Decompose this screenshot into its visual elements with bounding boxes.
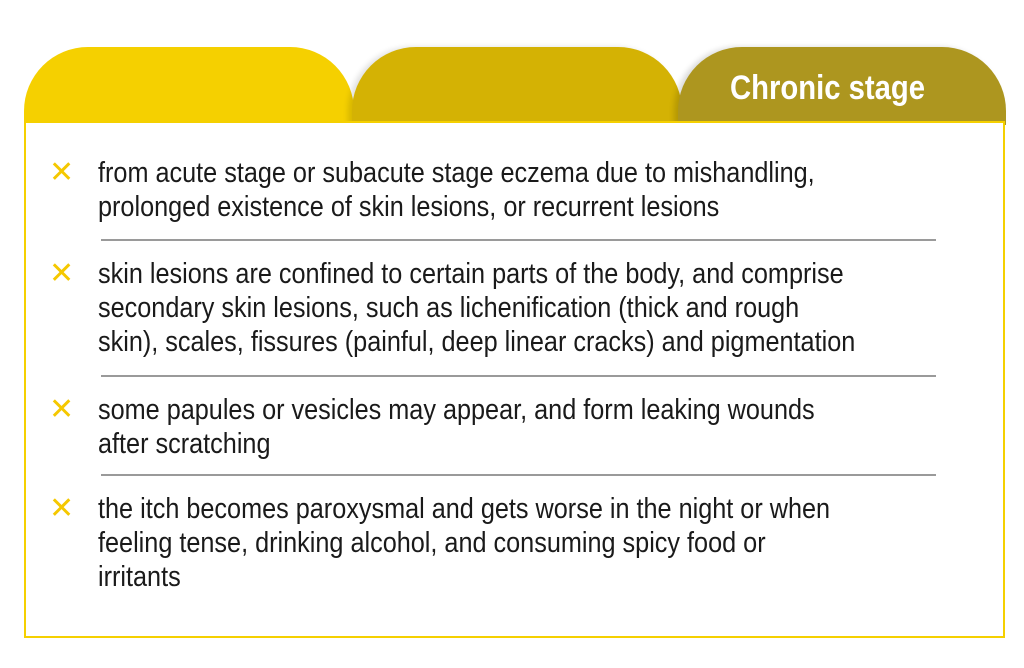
item-line: irritants bbox=[98, 561, 181, 593]
item-line: prolonged existence of skin lesions, or recurrent lesions bbox=[98, 191, 720, 223]
tab-subacute-stage[interactable] bbox=[352, 47, 682, 125]
item-line: from acute stage or subacute stage eczema due to mishandling, bbox=[98, 157, 815, 189]
item-line: feeling tense, drinking alcohol, and consuming spicy food or bbox=[98, 527, 766, 559]
item-line: the itch becomes paroxysmal and gets worse in the night or when bbox=[98, 493, 831, 525]
divider bbox=[101, 375, 936, 377]
tab-acute-stage[interactable] bbox=[24, 47, 354, 125]
item-line: some papules or vesicles may appear, and form leaking wounds bbox=[98, 394, 815, 426]
divider bbox=[101, 474, 936, 476]
item-line: secondary skin lesions, such as lichenification (thick and rough bbox=[98, 292, 800, 324]
divider bbox=[101, 239, 936, 241]
x-mark-icon: ✕ bbox=[49, 393, 75, 426]
item-line: skin lesions are confined to certain parts of the body, and comprise bbox=[98, 258, 844, 290]
x-mark-icon: ✕ bbox=[49, 492, 75, 525]
x-mark-icon: ✕ bbox=[49, 257, 75, 290]
x-mark-icon: ✕ bbox=[49, 156, 75, 189]
item-line: after scratching bbox=[98, 428, 271, 460]
item-line: skin), scales, fissures (painful, deep linear cracks) and pigmentation bbox=[98, 326, 856, 358]
tab-chronic-stage[interactable] bbox=[678, 47, 1006, 125]
tab-label: Chronic stage bbox=[730, 69, 925, 107]
content-panel bbox=[24, 121, 1005, 638]
